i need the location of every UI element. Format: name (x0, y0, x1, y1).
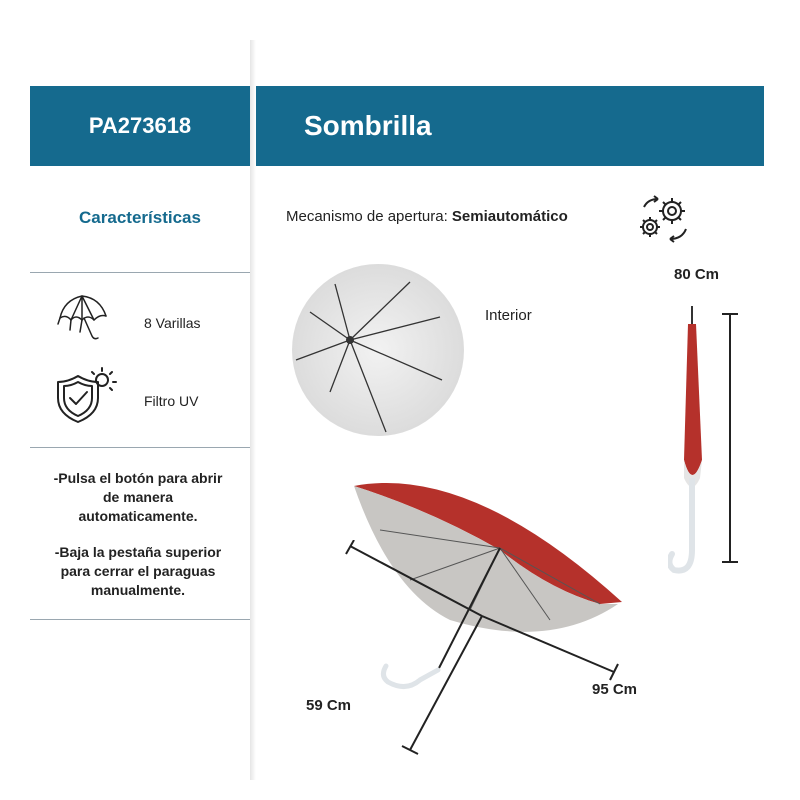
feature-label-uv: Filtro UV (144, 393, 199, 409)
umbrella-icon (54, 290, 110, 342)
instruction-close (38, 543, 238, 600)
instruction-line: -Pulsa el botón para abrir (53, 470, 223, 486)
feature-label-ribs: 8 Varillas (144, 315, 201, 331)
divider (30, 272, 250, 273)
instruction-open (38, 469, 238, 526)
instruction-line: -Baja la pestaña superior (54, 544, 222, 560)
product-title: Sombrilla (304, 110, 432, 141)
dimension-length-line (720, 312, 740, 564)
product-code-banner (30, 86, 250, 166)
divider (30, 447, 250, 448)
instruction-line: para cerrar el paraguas (60, 563, 216, 579)
mechanism-label: Mecanismo de apertura: (286, 208, 448, 225)
dimension-handle-label: 59 Cm (306, 697, 352, 714)
umbrella-interior-image (290, 262, 466, 438)
interior-label: Interior (485, 307, 532, 324)
dimension-lines (340, 540, 630, 755)
opening-mechanism (286, 208, 568, 225)
dimension-length-label: 80 Cm (674, 266, 720, 283)
uv-shield-icon (54, 364, 120, 426)
features-heading: Características (79, 208, 201, 227)
instruction-line: de manera (102, 489, 174, 505)
mechanism-value: Semiautomático (451, 208, 568, 225)
product-title-banner (256, 86, 764, 166)
instruction-line: manualmente. (90, 582, 186, 598)
instruction-line: automaticamente. (78, 508, 198, 524)
divider (30, 619, 250, 620)
dimension-diameter-label: 95 Cm (592, 681, 638, 698)
gears-icon (636, 193, 696, 245)
product-code: PA273618 (88, 113, 192, 138)
closed-umbrella-image (668, 300, 718, 580)
